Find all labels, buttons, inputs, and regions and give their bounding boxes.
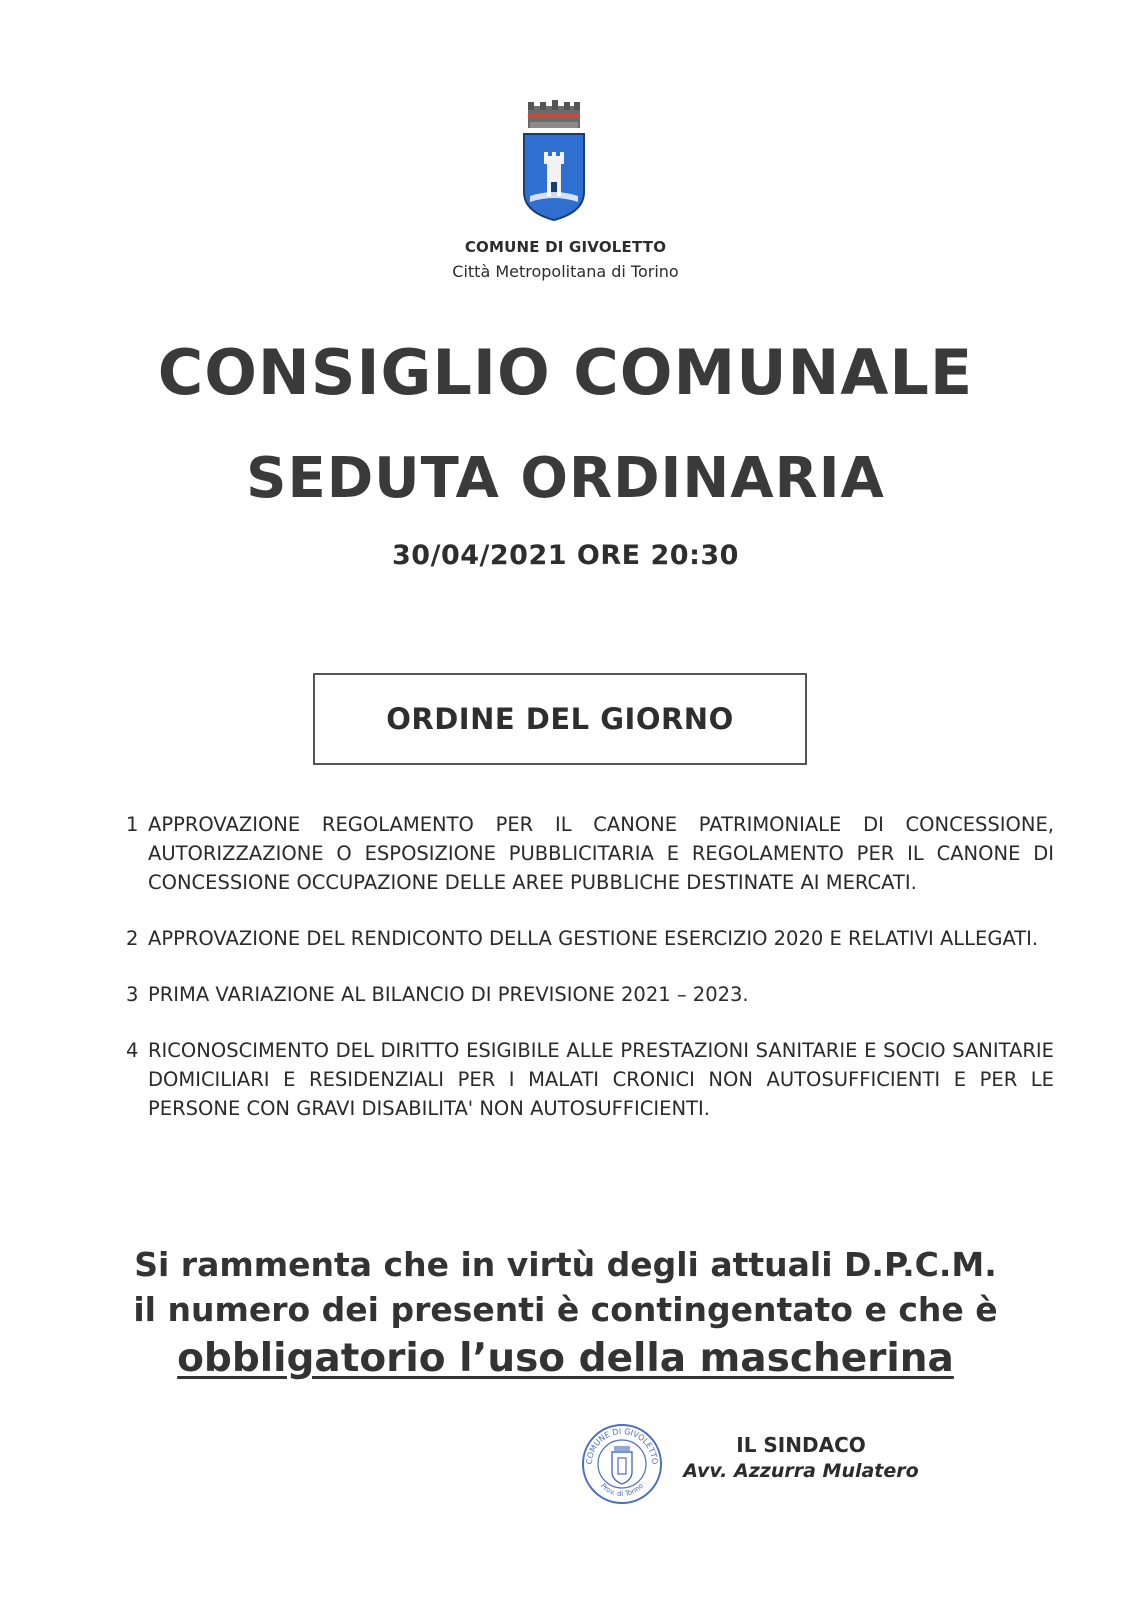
agenda-item-number: 2 [126, 927, 139, 950]
municipality-name: COMUNE DI GIVOLETTO [464, 238, 667, 256]
agenda-item-number: 3 [126, 983, 139, 1006]
agenda-item-text: RICONOSCIMENTO DEL DIRITTO ESIGIBILE ALLE PRESTAZIONI SANITARIE E SOCIO SANITARIE DOMICILIARI E RESIDENZIALI PER I MALATI CRONICI NON AUTOSUFFICIENTI E PER LE PERSONE CON GRAVI DISABILITA' NON AUTOSUFFICIENTI. [148, 1039, 1054, 1120]
agenda-item-number: 1 [126, 813, 139, 836]
agenda-item [126, 924, 1054, 953]
notice-line-1: Si rammenta che in virtù degli attuali D.P.C.M. [134, 1245, 997, 1284]
mayor-name: Avv. Azzurra Mulatero [683, 1460, 919, 1482]
agenda-list [126, 810, 1054, 1123]
official-seal-icon [580, 1422, 664, 1506]
notice-mask-obligation: obbligatorio l’uso della mascherina [177, 1336, 954, 1381]
session-datetime: 30/04/2021 ORE 20:30 [392, 540, 739, 571]
agenda-item [126, 1036, 1054, 1123]
coat-of-arms-icon [520, 100, 588, 224]
agenda-item-text: APPROVAZIONE DEL RENDICONTO DELLA GESTIONE ESERCIZIO 2020 E RELATIVI ALLEGATI. [148, 927, 1039, 950]
svg-text:COMUNE DI GIVOLETTO: COMUNE DI GIVOLETTO [584, 1426, 660, 1465]
session-type: SEDUTA ORDINARIA [246, 446, 885, 511]
council-title: CONSIGLIO COMUNALE [157, 336, 974, 409]
mayor-title: IL SINDACO [736, 1433, 866, 1457]
agenda-item [126, 810, 1054, 897]
agenda-heading: ORDINE DEL GIORNO [386, 702, 734, 736]
agenda-item [126, 980, 1054, 1009]
svg-text:Prov. di Torino: Prov. di Torino [599, 1481, 645, 1499]
notice-line-2: il numero dei presenti è contingentato e che è [133, 1290, 998, 1329]
agenda-heading-box [313, 673, 807, 765]
agenda-item-text: APPROVAZIONE REGOLAMENTO PER IL CANONE PATRIMONIALE DI CONCESSIONE, AUTORIZZAZIONE O ESPOSIZIONE PUBBLICITARIA E REGOLAMENTO PER IL CANONE DI CONCESSIONE OCCUPAZIONE DELLE AREE PUBBLICHE DESTINATE AI MERCATI. [148, 813, 1054, 894]
agenda-item-number: 4 [126, 1039, 139, 1062]
agenda-item-text: PRIMA VARIAZIONE AL BILANCIO DI PREVISIONE 2021 – 2023. [148, 983, 749, 1006]
province-name: Città Metropolitana di Torino [452, 262, 679, 281]
